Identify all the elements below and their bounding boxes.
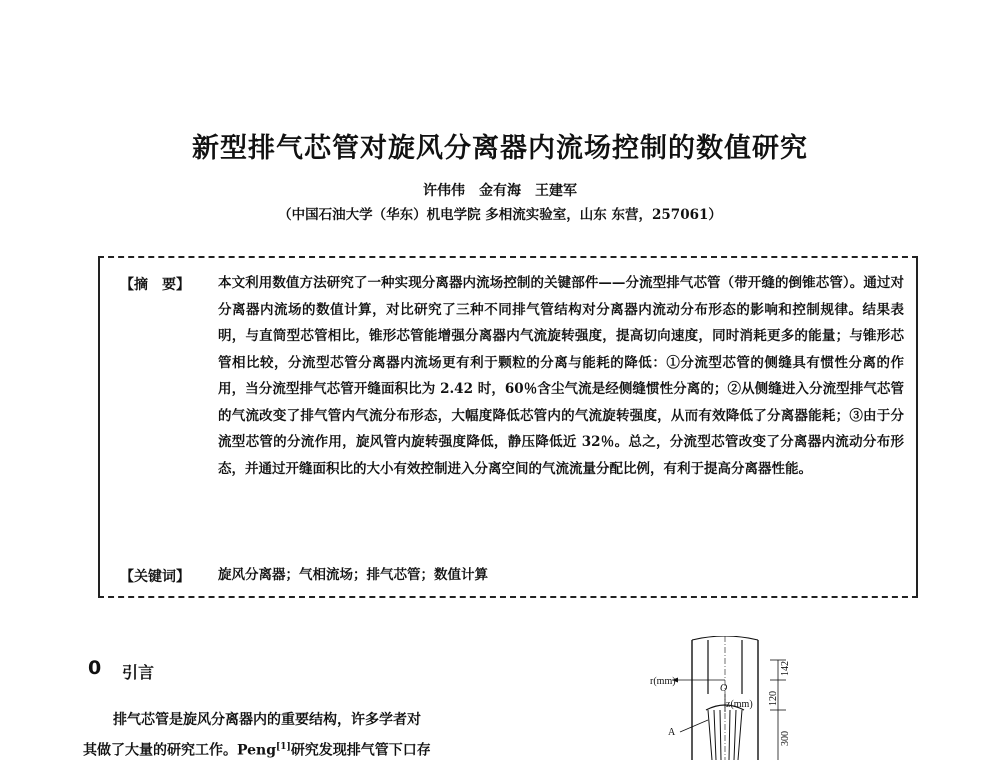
intro-line-2-start: 其做了大量的研究工作。Peng: [83, 742, 277, 759]
paper-title: 新型排气芯管对旋风分离器内流场控制的数值研究: [192, 133, 808, 164]
origin-label: O: [720, 683, 728, 694]
authors: 许伟伟 金有海 王建军: [423, 183, 577, 199]
abstract-text: 本文利用数值方法研究了一种实现分离器内流场控制的关键部件——分流型排气芯管（带开缝的倒锥芯管）。通过对分离器内流场的数值计算，对比研究了三种不同排气管结构对分离器内流动分布形态的影响和控制规律。结果表明，与直筒型芯管相比，锥形芯管能增强分离器内气流旋转强度，提高切向速度，同时消耗更多的能量；与锥形芯管相比较，分流型芯管分离器内流场更有利于颗粒的分离与能耗的降低：①分流型芯管的侧缝具有惯性分离的作用，当分流型排气芯管开缝面积比为 2.42 时，60％含尘气流是经侧缝惯性分离的；②从侧缝进入分流型排气芯管的气流改变了排气管内气流分布形态，大幅度降低芯管内的气流旋转强度，从而有效降低了分离器能耗；③由于分流型芯管的分流作用，旋风管内旋转强度降低，静压降低近 32％。总之，分流型芯管改变了分离器内流动分布形态，并通过开缝面积比的大小有效控制进入分离空间的气流流量分配比例，有利于提高分离器性能。: [218, 275, 904, 477]
reference-marker: [1]: [276, 742, 291, 752]
intro-line-1: 排气芯管是旋风分离器内的重要结构，许多学者对: [113, 712, 421, 728]
z-axis-label: z(mm): [726, 699, 753, 710]
keywords-text: 旋风分离器；气相流场；排气芯管；数值计算: [218, 567, 488, 583]
r-axis-label: r(mm): [650, 676, 676, 687]
intro-paragraph: [83, 707, 493, 765]
dimension-142: 142: [780, 661, 791, 676]
cyclone-figure: [650, 636, 800, 760]
affiliation: （中国石油大学（华东）机电学院 多相流实验室，山东 东营，257061）: [278, 207, 722, 223]
point-a-leader: [680, 720, 708, 732]
abstract-label: 【摘 要】: [120, 277, 190, 293]
point-a-label: A: [668, 727, 676, 738]
keywords-label: 【关键词】: [120, 569, 190, 585]
dimension-300: 300: [780, 731, 791, 746]
dimension-120: 120: [768, 691, 779, 706]
section-title: 引言: [122, 663, 155, 682]
section-number: 0: [88, 657, 102, 679]
intro-line-2-end: 研究发现排气管下口存: [290, 742, 431, 759]
abstract-box: [98, 256, 918, 598]
